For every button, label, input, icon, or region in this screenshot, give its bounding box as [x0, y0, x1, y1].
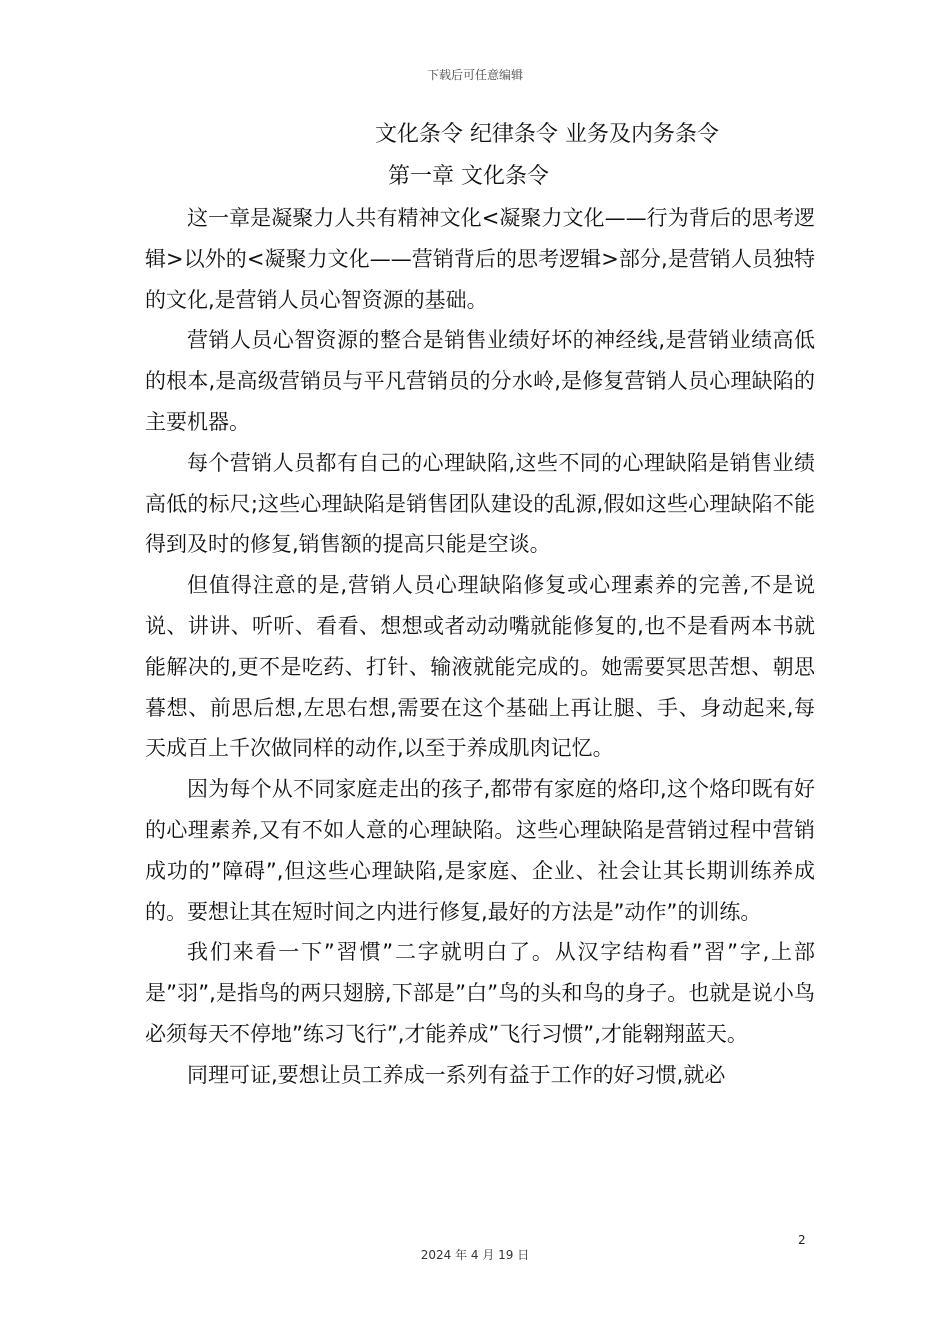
- paragraph: 营销人员心智资源的整合是销售业绩好坏的神经线,是营销业绩高低的根本,是高级营销员与平凡营销员的分水岭,是修复营销人员心理缺陷的主要机器。: [145, 328, 815, 434]
- header-note: 下载后可任意编辑: [426, 68, 523, 82]
- page-number: 2: [798, 1233, 806, 1247]
- paragraph: 但值得注意的是,营销人员心理缺陷修复或心理素养的完善,不是说说、讲讲、听听、看看、想想或者动动嘴就能修复的,也不是看两本书就能解决的,更不是吃药、打针、输液就能完成的。她需要冥思苦想、朝思暮想、前思后想,左思右想,需要在这个基础上再让腿、手、身动起来,每天成百上千次做同样的动作,以至于养成肌肉记忆。: [145, 573, 815, 761]
- paragraph: 这一章是凝聚力人共有精神文化<凝聚力文化——行为背后的思考逻辑>以外的<凝聚力文化——营销背后的思考逻辑>部分,是营销人员独特的文化,是营销人员心智资源的基础。: [145, 206, 815, 312]
- paragraph: 每个营销人员都有自己的心理缺陷,这些不同的心理缺陷是销售业绩高低的标尺;这些心理缺陷是销售团队建设的乱源,假如这些心理缺陷不能得到及时的修复,销售额的提高只能是空谈。: [145, 450, 815, 557]
- document-title: 文化条令 纪律条令 业务及内务条令: [375, 122, 719, 147]
- paragraph: 同理可证,要想让员工养成一系列有益于工作的好习惯,就必: [187, 1062, 726, 1087]
- chapter-heading: 第一章 文化条令: [388, 164, 549, 189]
- footer-date: 2024 年 4 月 19 日: [420, 1248, 530, 1262]
- body-text: [145, 198, 815, 1096]
- paragraph: 我们来看一下”習慣”二字就明白了。从汉字结构看”習”字,上部是”羽”,是指鸟的两只翅膀,下部是”白”鸟的头和鸟的身子。也就是说小鸟必须每天不停地”练习飞行”,才能养成”飞行习惯”,才能翱翔蓝天。: [145, 940, 815, 1046]
- paragraph: 因为每个从不同家庭走出的孩子,都带有家庭的烙印,这个烙印既有好的心理素养,又有不如人意的心理缺陷。这些心理缺陷是营销过程中营销成功的”障碍”,但这些心理缺陷,是家庭、企业、社会让其长期训练养成的。要想让其在短时间之内进行修复,最好的方法是”动作”的训练。: [145, 777, 815, 924]
